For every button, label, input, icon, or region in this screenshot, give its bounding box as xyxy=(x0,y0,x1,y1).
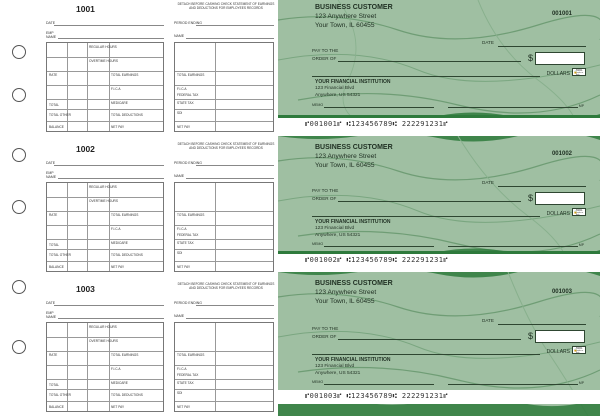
payroll-stub xyxy=(36,0,278,136)
stub-number: 1001 xyxy=(76,4,95,14)
micr-line: ⑈001001⑈ ⑆123456789⑆ 222291231⑈ xyxy=(305,120,448,128)
mp-label: MP xyxy=(578,243,584,247)
stub-date-line xyxy=(54,165,164,166)
dollar-sign: $ xyxy=(527,53,533,63)
order-of-label: ORDER OF xyxy=(312,56,337,61)
business-address-line1: 123 Anywhere Street xyxy=(315,13,377,20)
payroll-stub xyxy=(36,280,278,416)
bank-address-line1: 123 Financial Blvd xyxy=(315,86,355,91)
check-date-line[interactable] xyxy=(498,186,586,187)
deductions-grid: TOTAL EARNINGS F.I.C.A FEDERAL TAX STATE TAX SDI NET PAY xyxy=(174,42,274,132)
check-number: 001003 xyxy=(551,289,572,295)
stub-detach-note: DETACH BEFORE CASHING CHECK STATEMENT OF EARNINGS AND DEDUCTIONS FOR EMPLOYEES RECORDS xyxy=(177,282,275,291)
micr-strip xyxy=(278,118,600,132)
security-lock-box: 🔒 Security Features Details on Back xyxy=(572,208,586,216)
earnings-grid: REGULAR HOURS OVERTIME HOURS RATE TOTAL EARNINGS F.I.C.A MEDICARE TOTAL TOTAL OTHER TOTAL DEDUCTIONS BALANCE NET PAY xyxy=(46,42,164,132)
payroll-stub xyxy=(36,140,278,276)
payee-line[interactable] xyxy=(338,339,521,340)
payee-line[interactable] xyxy=(338,201,521,202)
check-date-line[interactable] xyxy=(498,46,586,47)
stub-detach-note: DETACH BEFORE CASHING CHECK STATEMENT OF EARNINGS AND DEDUCTIONS FOR EMPLOYEES RECORDS xyxy=(177,2,275,11)
lock-icon: 🔒 xyxy=(573,209,578,214)
binder-hole xyxy=(12,88,26,102)
written-amount-line[interactable] xyxy=(312,76,540,77)
dollar-sign: $ xyxy=(527,193,533,203)
binder-hole xyxy=(12,200,26,214)
business-name: BUSINESS CUSTOMER xyxy=(315,4,393,11)
security-lock-box: 🔒 Security Features Details on Back xyxy=(572,68,586,76)
stub-period-line xyxy=(196,25,274,26)
amount-box[interactable] xyxy=(535,192,585,205)
deductions-grid: TOTAL EARNINGS F.I.C.A FEDERAL TAX STATE TAX SDI NET PAY xyxy=(174,322,274,412)
stub-emp-name-label: EMP NAME xyxy=(46,31,57,39)
micr-strip xyxy=(278,390,600,404)
stub-period-line xyxy=(196,305,274,306)
check-3 xyxy=(278,272,600,416)
micr-line: ⑈001002⑈ ⑆123456789⑆ 222291231⑈ xyxy=(305,256,448,264)
bank-name: YOUR FINANCIAL INSTITUTION xyxy=(315,219,391,225)
bank-address-line1: 123 Financial Blvd xyxy=(315,226,355,231)
memo-line[interactable] xyxy=(324,107,434,108)
written-amount-line[interactable] xyxy=(312,354,540,355)
pay-to-label: PAY TO THE xyxy=(312,188,339,193)
check-2 xyxy=(278,136,600,268)
business-address-line1: 123 Anywhere Street xyxy=(315,289,377,296)
earnings-grid: REGULAR HOURS OVERTIME HOURS RATE TOTAL EARNINGS F.I.C.A MEDICARE TOTAL TOTAL OTHER TOTAL DEDUCTIONS BALANCE NET PAY xyxy=(46,322,164,412)
signature-line[interactable] xyxy=(448,107,578,108)
mp-label: MP xyxy=(578,104,584,108)
check-date-label: DATE xyxy=(482,40,494,45)
binder-hole xyxy=(12,45,26,59)
stub-name-line xyxy=(186,318,274,319)
check-number: 001002 xyxy=(551,151,572,157)
stub-emp-name-label: EMP NAME xyxy=(46,311,57,319)
memo-line[interactable] xyxy=(324,246,434,247)
stub-emp-line xyxy=(58,318,164,319)
stub-emp-line xyxy=(58,38,164,39)
stub-number: 1002 xyxy=(76,144,95,154)
memo-label: MEMO xyxy=(312,380,324,384)
binder-hole xyxy=(12,280,26,294)
dollars-label: DOLLARS xyxy=(546,349,570,355)
bank-address-line2: Anywhere, US 54321 xyxy=(315,233,361,238)
business-name: BUSINESS CUSTOMER xyxy=(315,280,393,287)
check-date-label: DATE xyxy=(482,318,494,323)
dollar-sign: $ xyxy=(527,331,533,341)
amount-box[interactable] xyxy=(535,52,585,65)
business-address-line2: Your Town, IL 60455 xyxy=(315,298,375,305)
stub-detach-note: DETACH BEFORE CASHING CHECK STATEMENT OF EARNINGS AND DEDUCTIONS FOR EMPLOYEES RECORDS xyxy=(177,142,275,151)
stub-emp-name-label: EMP NAME xyxy=(46,171,57,179)
stub-date-line xyxy=(54,305,164,306)
lock-icon: 🔒 xyxy=(573,347,578,352)
business-address-line1: 123 Anywhere Street xyxy=(315,153,377,160)
stub-emp-line xyxy=(58,178,164,179)
earnings-grid: REGULAR HOURS OVERTIME HOURS RATE TOTAL EARNINGS F.I.C.A MEDICARE TOTAL TOTAL OTHER TOTAL DEDUCTIONS BALANCE NET PAY xyxy=(46,182,164,272)
micr-line: ⑈001003⑈ ⑆123456789⑆ 222291231⑈ xyxy=(305,392,448,400)
stub-name-line xyxy=(186,178,274,179)
micr-strip xyxy=(278,254,600,268)
bank-address-line2: Anywhere, US 54321 xyxy=(315,93,361,98)
signature-line[interactable] xyxy=(448,384,578,385)
bank-address-line1: 123 Financial Blvd xyxy=(315,364,355,369)
memo-label: MEMO xyxy=(312,103,324,107)
lock-icon: 🔒 xyxy=(573,69,578,74)
business-address-line2: Your Town, IL 60455 xyxy=(315,162,375,169)
mp-label: MP xyxy=(578,381,584,385)
binder-hole xyxy=(12,148,26,162)
stub-period-label: PERIOD ENDING xyxy=(174,21,203,25)
bank-name: YOUR FINANCIAL INSTITUTION xyxy=(315,79,391,85)
stub-date-label: DATE xyxy=(46,161,56,165)
payee-line[interactable] xyxy=(338,61,521,62)
order-of-label: ORDER OF xyxy=(312,334,337,339)
security-lock-box: 🔒 Security Features Details on Back xyxy=(572,346,586,354)
deductions-grid: TOTAL EARNINGS F.I.C.A FEDERAL TAX STATE TAX SDI NET PAY xyxy=(174,182,274,272)
business-address-line2: Your Town, IL 60455 xyxy=(315,22,375,29)
pay-to-label: PAY TO THE xyxy=(312,48,339,53)
memo-line[interactable] xyxy=(324,384,434,385)
check-date-line[interactable] xyxy=(498,324,586,325)
dollars-label: DOLLARS xyxy=(546,71,570,77)
stub-date-line xyxy=(54,25,164,26)
stub-name-line xyxy=(186,38,274,39)
written-amount-line[interactable] xyxy=(312,216,540,217)
check-number: 001001 xyxy=(551,11,572,17)
stub-date-label: DATE xyxy=(46,21,56,25)
stub-date-label: DATE xyxy=(46,301,56,305)
check-date-label: DATE xyxy=(482,180,494,185)
stub-number: 1003 xyxy=(76,284,95,294)
signature-line[interactable] xyxy=(448,246,578,247)
bank-name: YOUR FINANCIAL INSTITUTION xyxy=(315,357,391,363)
bank-address-line2: Anywhere, US 54321 xyxy=(315,371,361,376)
business-name: BUSINESS CUSTOMER xyxy=(315,144,393,151)
order-of-label: ORDER OF xyxy=(312,196,337,201)
amount-box[interactable] xyxy=(535,330,585,343)
pay-to-label: PAY TO THE xyxy=(312,326,339,331)
binder-hole xyxy=(12,340,26,354)
stub-name-label: NAME xyxy=(174,34,185,38)
dollars-label: DOLLARS xyxy=(546,211,570,217)
stub-name-label: NAME xyxy=(174,174,185,178)
check-1 xyxy=(278,0,600,132)
stub-period-line xyxy=(196,165,274,166)
stub-period-label: PERIOD ENDING xyxy=(174,301,203,305)
memo-label: MEMO xyxy=(312,242,324,246)
stub-period-label: PERIOD ENDING xyxy=(174,161,203,165)
stub-name-label: NAME xyxy=(174,314,185,318)
